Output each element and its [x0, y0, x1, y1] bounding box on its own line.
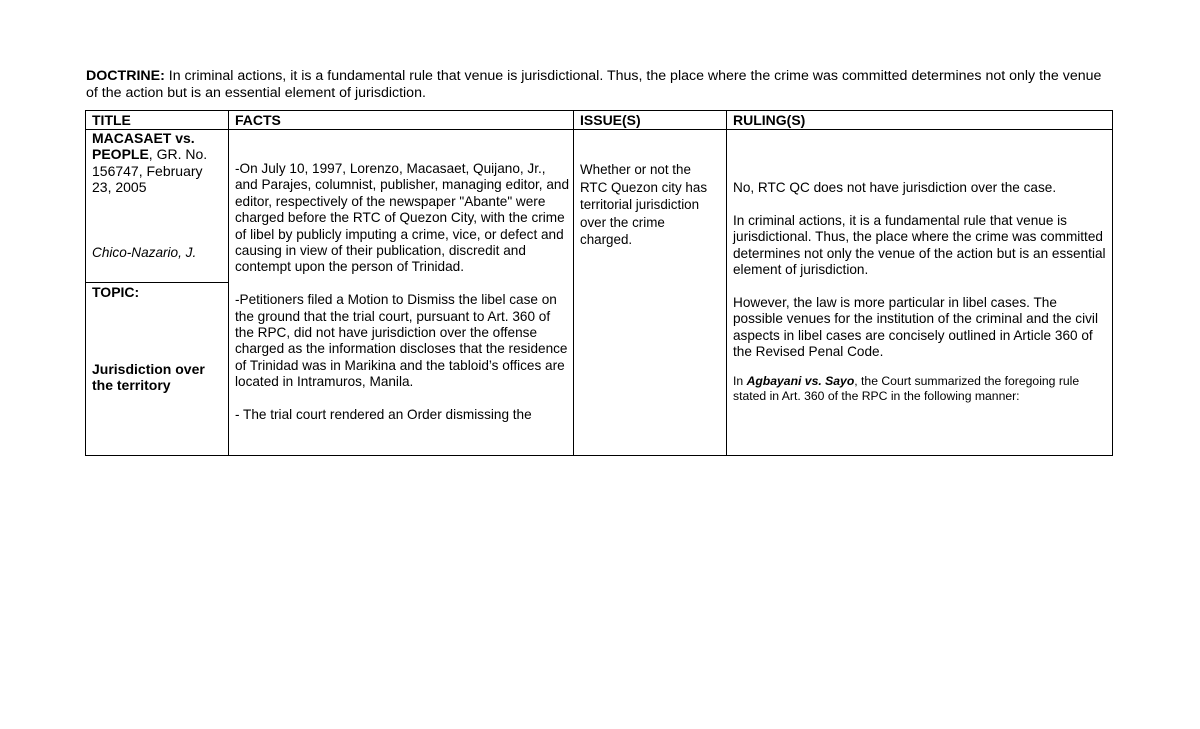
- facts-paragraph-1: -On July 10, 1997, Lorenzo, Macasaet, Quijano, Jr., and Parajes, columnist, publisher, managing editor, and editor, respectively of the newspaper "Abante" were charged before the RTC of Quezon City, with the crime of libel by publicly imputing a crime, vice, or defect and causing in view of their publication, discredit and contempt upon the person of Trinidad.: [235, 161, 570, 275]
- ruling-paragraph-1: No, RTC QC does not have jurisdiction over the case.: [733, 180, 1057, 195]
- rulings-cell: [733, 180, 1108, 404]
- case-digest-table: [85, 110, 1113, 456]
- case-citation: , GR. No. 156747, February 23, 2005: [92, 146, 208, 196]
- issue-text: Whether or not the RTC Quezon city has territorial jurisdiction over the crime charged.: [580, 162, 708, 248]
- header-rulings: RULING(S): [733, 112, 806, 128]
- header-facts: FACTS: [235, 112, 281, 128]
- header-title: TITLE: [92, 112, 131, 128]
- column-divider: [726, 111, 727, 455]
- ruling-p4-prefix: In: [733, 374, 747, 389]
- ruling-paragraph-2: In criminal actions, it is a fundamental rule that venue is jurisdictional. Thus, the place where the crime was committed determines not only the venue of the action but is an essential element of jurisdiction.: [733, 212, 1106, 278]
- ruling-paragraph-4: [733, 374, 1108, 404]
- title-cell: [92, 130, 220, 196]
- ruling-p4-suffix: , the Court summarized the foregoing rule stated in Art. 360 of the RPC in the following manner:: [733, 374, 1080, 404]
- ponente: Chico-Nazario, J.: [92, 245, 197, 260]
- doctrine-paragraph: [86, 68, 1116, 102]
- facts-paragraph-2: -Petitioners filed a Motion to Dismiss the libel case on the ground that the trial court, pursuant to Art. 360 of the RPC, did not have jurisdiction over the offense charged as the information discloses that the residence of Trinidad was in Marikina and the tabloid’s offices are located in Intramuros, Manila.: [235, 292, 568, 390]
- topic-value: Jurisdiction over the territory: [92, 361, 205, 394]
- header-divider: [86, 129, 1112, 130]
- facts-cell: [235, 161, 569, 423]
- topic-label: TOPIC:: [92, 284, 140, 300]
- ruling-p4-case: Agbayani vs. Sayo: [746, 374, 855, 389]
- doctrine-label: DOCTRINE:: [86, 68, 165, 84]
- ruling-paragraph-3: However, the law is more particular in libel cases. The possible venues for the institution of the criminal and the civil aspects in libel cases are concisely outlined in Article 360 of the Revised Penal Code.: [733, 294, 1098, 360]
- header-issues: ISSUE(S): [580, 112, 641, 128]
- case-name: MACASAET vs. PEOPLE: [92, 130, 195, 163]
- doctrine-text: In criminal actions, it is a fundamental rule that venue is jurisdictional. Thus, the place where the crime was committed determines not only the venue of the action but is an essential element of jurisdiction.: [86, 68, 1102, 101]
- column-divider: [573, 111, 574, 455]
- facts-paragraph-3: - The trial court rendered an Order dismissing the: [235, 407, 532, 423]
- title-topic-divider: [86, 282, 228, 283]
- column-divider: [228, 111, 229, 455]
